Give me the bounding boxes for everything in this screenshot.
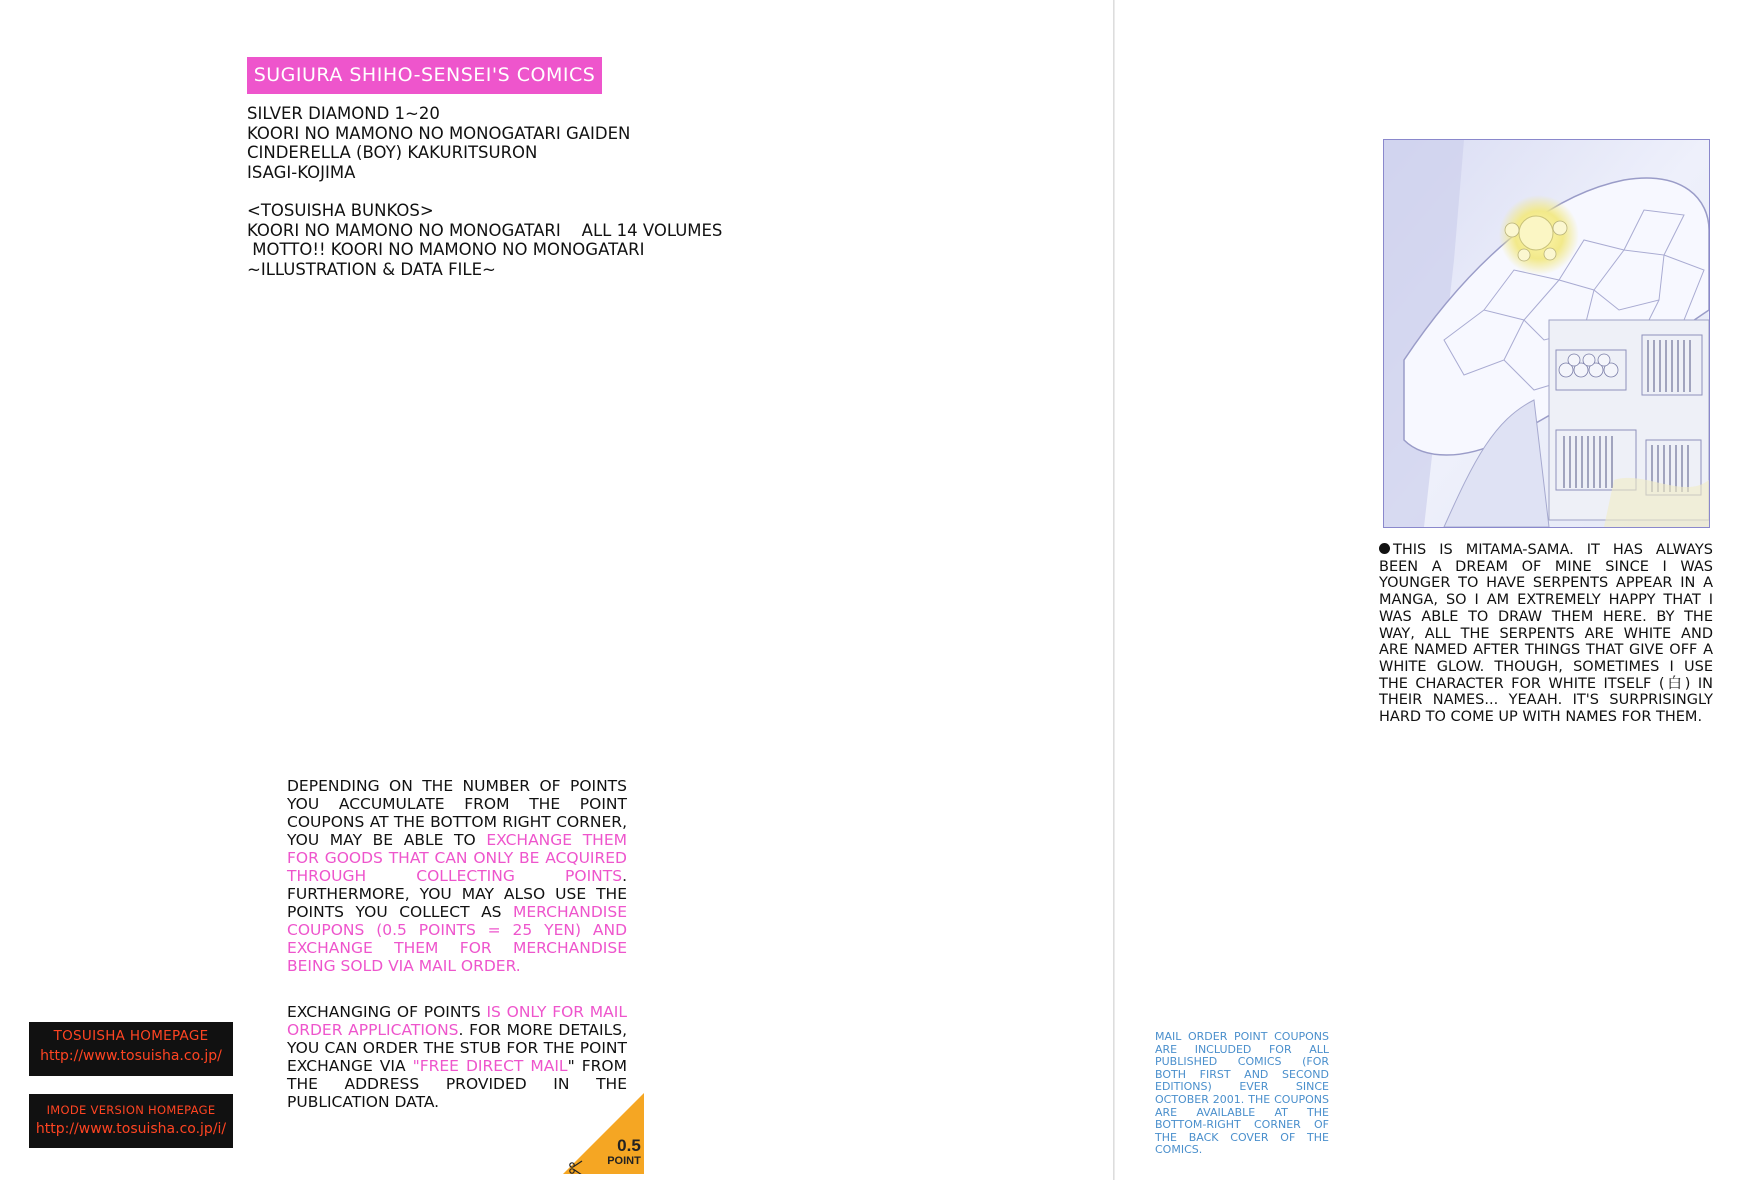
points-highlight: EXCHANGE THEM FOR GOODS THAT CAN ONLY BE ACQUIRED THROUGH COLLECTING POINTS — [287, 831, 627, 885]
bullet-icon — [1379, 543, 1390, 554]
comics-heading: SUGIURA SHIHO-SENSEI'S COMICS — [247, 57, 602, 94]
imode-homepage-title: IMODE VERSION HOMEPAGE — [46, 1103, 216, 1117]
exchange-text: EXCHANGING OF POINTS — [287, 1003, 487, 1021]
points-highlight: MERCHANDISE COUPONS (0.5 POINTS = 25 YEN) AND EXCHANGE THEM FOR MERCHANDISE BEING SOLD VIA MAIL ORDER. — [287, 903, 627, 975]
comics-list-item: KOORI NO MAMONO NO MONOGATARI GAIDEN — [247, 123, 631, 143]
badge-value: 0.5 — [617, 1136, 641, 1155]
comics-list-item: CINDERELLA (BOY) KAKURITSURON — [247, 143, 538, 162]
imode-homepage-box — [29, 1094, 233, 1148]
serpent-illustration — [1383, 139, 1710, 528]
points-text: . FURTHERMORE, YOU MAY ALSO USE THE POINTS YOU COLLECT AS — [287, 867, 627, 921]
illustration-caption — [1379, 542, 1713, 726]
points-text: DEPENDING ON THE NUMBER OF POINTS YOU ACCUMULATE FROM THE POINT COUPONS AT THE BOTTOM RIGHT CORNER, YOU MAY BE ABLE TO — [287, 777, 627, 849]
points-paragraph — [287, 777, 627, 975]
page-spine — [1113, 0, 1115, 1180]
imode-homepage-url[interactable]: http://www.tosuisha.co.jp/i/ — [35, 1121, 227, 1137]
comics-list-item: SILVER DIAMOND 1~20 — [247, 104, 440, 123]
point-coupon-badge — [563, 1093, 644, 1174]
mail-order-note: MAIL ORDER POINT COUPONS ARE INCLUDED FOR ALL PUBLISHED COMICS (FOR BOTH FIRST AND SECOND EDITIONS) EVER SINCE OCTOBER 2001. THE COUPONS ARE AVAILABLE AT THE BOTTOM-RIGHT CORNER OF THE BACK COVER OF THE COMICS. — [1155, 1030, 1329, 1157]
bunko-list-item: KOORI NO MAMONO NO MONOGATARI ALL 14 VOLUMES — [247, 220, 723, 240]
badge-unit: POINT — [607, 1155, 641, 1167]
exchange-highlight: "FREE DIRECT MAIL — [412, 1057, 568, 1075]
exchange-highlight: IS ONLY FOR MAIL ORDER APPLICATIONS — [287, 1003, 627, 1039]
comics-list-item: ISAGI-KOJIMA — [247, 162, 356, 182]
bunko-list-item: ~ILLUSTRATION & DATA FILE~ — [247, 259, 496, 279]
homepage-title: TOSUISHA HOMEPAGE — [53, 1028, 209, 1044]
homepage-url[interactable]: http://www.tosuisha.co.jp/ — [40, 1048, 222, 1064]
bunko-list-item: MOTTO!! KOORI NO MAMONO NO MONOGATARI — [247, 240, 645, 259]
tosuisha-homepage-box — [29, 1022, 233, 1076]
caption-text: THIS IS MITAMA-SAMA. IT HAS ALWAYS BEEN A DREAM OF MINE SINCE I WAS YOUNGER TO HAVE SERPENTS APPEAR IN A MANGA, SO I AM EXTREMELY HAPPY THAT I WAS ABLE TO DRAW THEM HERE. BY THE WAY, ALL THE SERPENTS ARE WHITE AND ARE NAMED AFTER THINGS THAT GIVE OFF A WHITE GLOW. THOUGH, SOMETIMES I USE THE CHARACTER FOR WHITE ITSELF (白) IN THEIR NAMES... YEAAH. IT'S SURPRISINGLY HARD TO COME UP WITH NAMES FOR THEM. — [1379, 542, 1713, 726]
bunko-heading: <TOSUISHA BUNKOS> — [247, 201, 434, 220]
comics-list — [247, 104, 847, 279]
exchange-text: " FROM THE ADDRESS PROVIDED IN THE PUBLICATION DATA. — [287, 1057, 627, 1111]
exchange-text: . FOR MORE DETAILS, YOU CAN ORDER THE STUB FOR THE POINT EXCHANGE VIA — [287, 1021, 627, 1075]
